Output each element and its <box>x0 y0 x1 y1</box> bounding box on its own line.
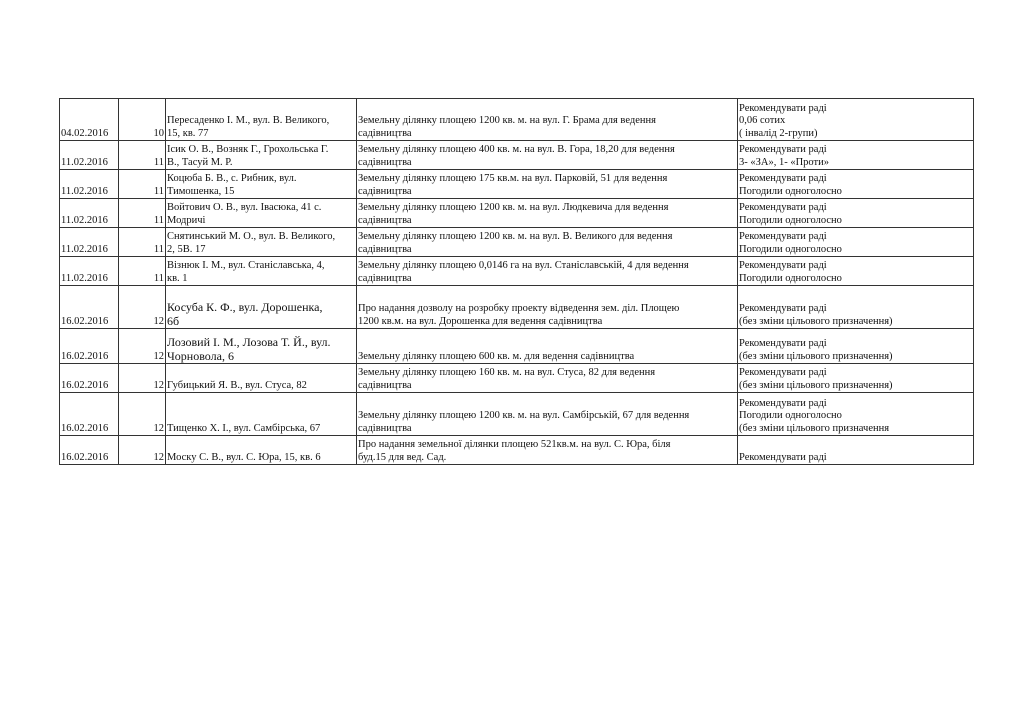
decision-cell: Рекомендувати раді Погодили одноголосно <box>738 228 974 257</box>
applicant-cell: Ісик О. В., Возняк Г., Грохольська Г. В., Тасуй М. Р. <box>166 141 357 170</box>
date-cell: 16.02.2016 <box>60 393 119 436</box>
request-cell: Земельну ділянку площею 1200 кв. м. на вул. Самбірській, 67 для ведення садівництва <box>357 393 738 436</box>
date-cell: 11.02.2016 <box>60 199 119 228</box>
date-cell: 16.02.2016 <box>60 329 119 364</box>
number-cell: 11 <box>119 199 166 228</box>
request-cell: Земельну ділянку площею 1200 кв. м. на вул. Г. Брама для ведення садівництва <box>357 99 738 141</box>
table-row <box>60 393 974 436</box>
number-cell: 11 <box>119 170 166 199</box>
table-row <box>60 228 974 257</box>
table-row <box>60 329 974 364</box>
table-row <box>60 199 974 228</box>
date-cell: 11.02.2016 <box>60 257 119 286</box>
applicant-cell: Губицький Я. В., вул. Стуса, 82 <box>166 364 357 393</box>
number-cell: 12 <box>119 286 166 329</box>
land-applications-table <box>59 98 974 465</box>
date-cell: 16.02.2016 <box>60 436 119 465</box>
applicant-cell: Моску С. В., вул. С. Юра, 15, кв. 6 <box>166 436 357 465</box>
date-cell: 16.02.2016 <box>60 364 119 393</box>
date-cell: 11.02.2016 <box>60 170 119 199</box>
applicant-cell: Тищенко Х. І., вул. Самбірська, 67 <box>166 393 357 436</box>
applicant-cell: Коцюба Б. В., с. Рибник, вул. Тимошенка, 15 <box>166 170 357 199</box>
table-row <box>60 99 974 141</box>
request-cell: Земельну ділянку площею 1200 кв. м. на вул. В. Великого для ведення садівництва <box>357 228 738 257</box>
decision-cell: Рекомендувати раді <box>738 436 974 465</box>
date-cell: 11.02.2016 <box>60 228 119 257</box>
table-row <box>60 257 974 286</box>
request-cell: Земельну ділянку площею 1200 кв. м. на вул. Людкевича для ведення садівництва <box>357 199 738 228</box>
request-cell: Земельну ділянку площею 600 кв. м. для ведення садівництва <box>357 329 738 364</box>
date-cell: 16.02.2016 <box>60 286 119 329</box>
request-cell: Земельну ділянку площею 400 кв. м. на вул. В. Гора, 18,20 для ведення садівництва <box>357 141 738 170</box>
table-row <box>60 364 974 393</box>
date-cell: 04.02.2016 <box>60 99 119 141</box>
number-cell: 12 <box>119 393 166 436</box>
decision-cell: Рекомендувати раді Погодили одноголосно <box>738 199 974 228</box>
decision-cell: Рекомендувати раді Погодили одноголосно <box>738 170 974 199</box>
request-cell: Про надання дозволу на розробку проекту відведення зем. діл. Площею 1200 кв.м. на вул. Дорошенка для ведення садівництва <box>357 286 738 329</box>
decision-cell: Рекомендувати раді 3- «ЗА», 1- «Проти» <box>738 141 974 170</box>
table-row <box>60 170 974 199</box>
decision-cell: Рекомендувати раді (без зміни цільового призначення) <box>738 329 974 364</box>
applicant-cell: Снятинський М. О., вул. В. Великого, 2, 5В. 17 <box>166 228 357 257</box>
table-row <box>60 436 974 465</box>
applicant-cell: Войтович О. В., вул. Івасюка, 41 с. Модричі <box>166 199 357 228</box>
number-cell: 12 <box>119 329 166 364</box>
request-cell: Про надання земельної ділянки площею 521кв.м. на вул. С. Юра, біля буд.15 для вед. Сад. <box>357 436 738 465</box>
applicant-cell: Лозовий І. М., Лозова Т. Й., вул. Чорновола, 6 <box>166 329 357 364</box>
request-cell: Земельну ділянку площею 0,0146 га на вул. Станіславській, 4 для ведення садівництва <box>357 257 738 286</box>
number-cell: 11 <box>119 257 166 286</box>
applicant-cell: Косуба К. Ф., вул. Дорошенка, 6б <box>166 286 357 329</box>
request-cell: Земельну ділянку площею 160 кв. м. на вул. Стуса, 82 для ведення садівництва <box>357 364 738 393</box>
number-cell: 10 <box>119 99 166 141</box>
decision-cell: Рекомендувати раді (без зміни цільового призначення) <box>738 364 974 393</box>
applicant-cell: Візнюк І. М., вул. Станіславська, 4, кв. 1 <box>166 257 357 286</box>
table-row <box>60 286 974 329</box>
decision-cell: Рекомендувати раді (без зміни цільового призначення) <box>738 286 974 329</box>
number-cell: 12 <box>119 364 166 393</box>
table-row <box>60 141 974 170</box>
number-cell: 11 <box>119 141 166 170</box>
decision-cell: Рекомендувати раді 0,06 сотих ( інвалід 2-групи) <box>738 99 974 141</box>
number-cell: 11 <box>119 228 166 257</box>
decision-cell: Рекомендувати раді Погодили одноголосно (без зміни цільового призначення <box>738 393 974 436</box>
decision-cell: Рекомендувати раді Погодили одноголосно <box>738 257 974 286</box>
request-cell: Земельну ділянку площею 175 кв.м. на вул. Парковій, 51 для ведення садівництва <box>357 170 738 199</box>
date-cell: 11.02.2016 <box>60 141 119 170</box>
applicant-cell: Пересаденко І. М., вул. В. Великого, 15, кв. 77 <box>166 99 357 141</box>
number-cell: 12 <box>119 436 166 465</box>
